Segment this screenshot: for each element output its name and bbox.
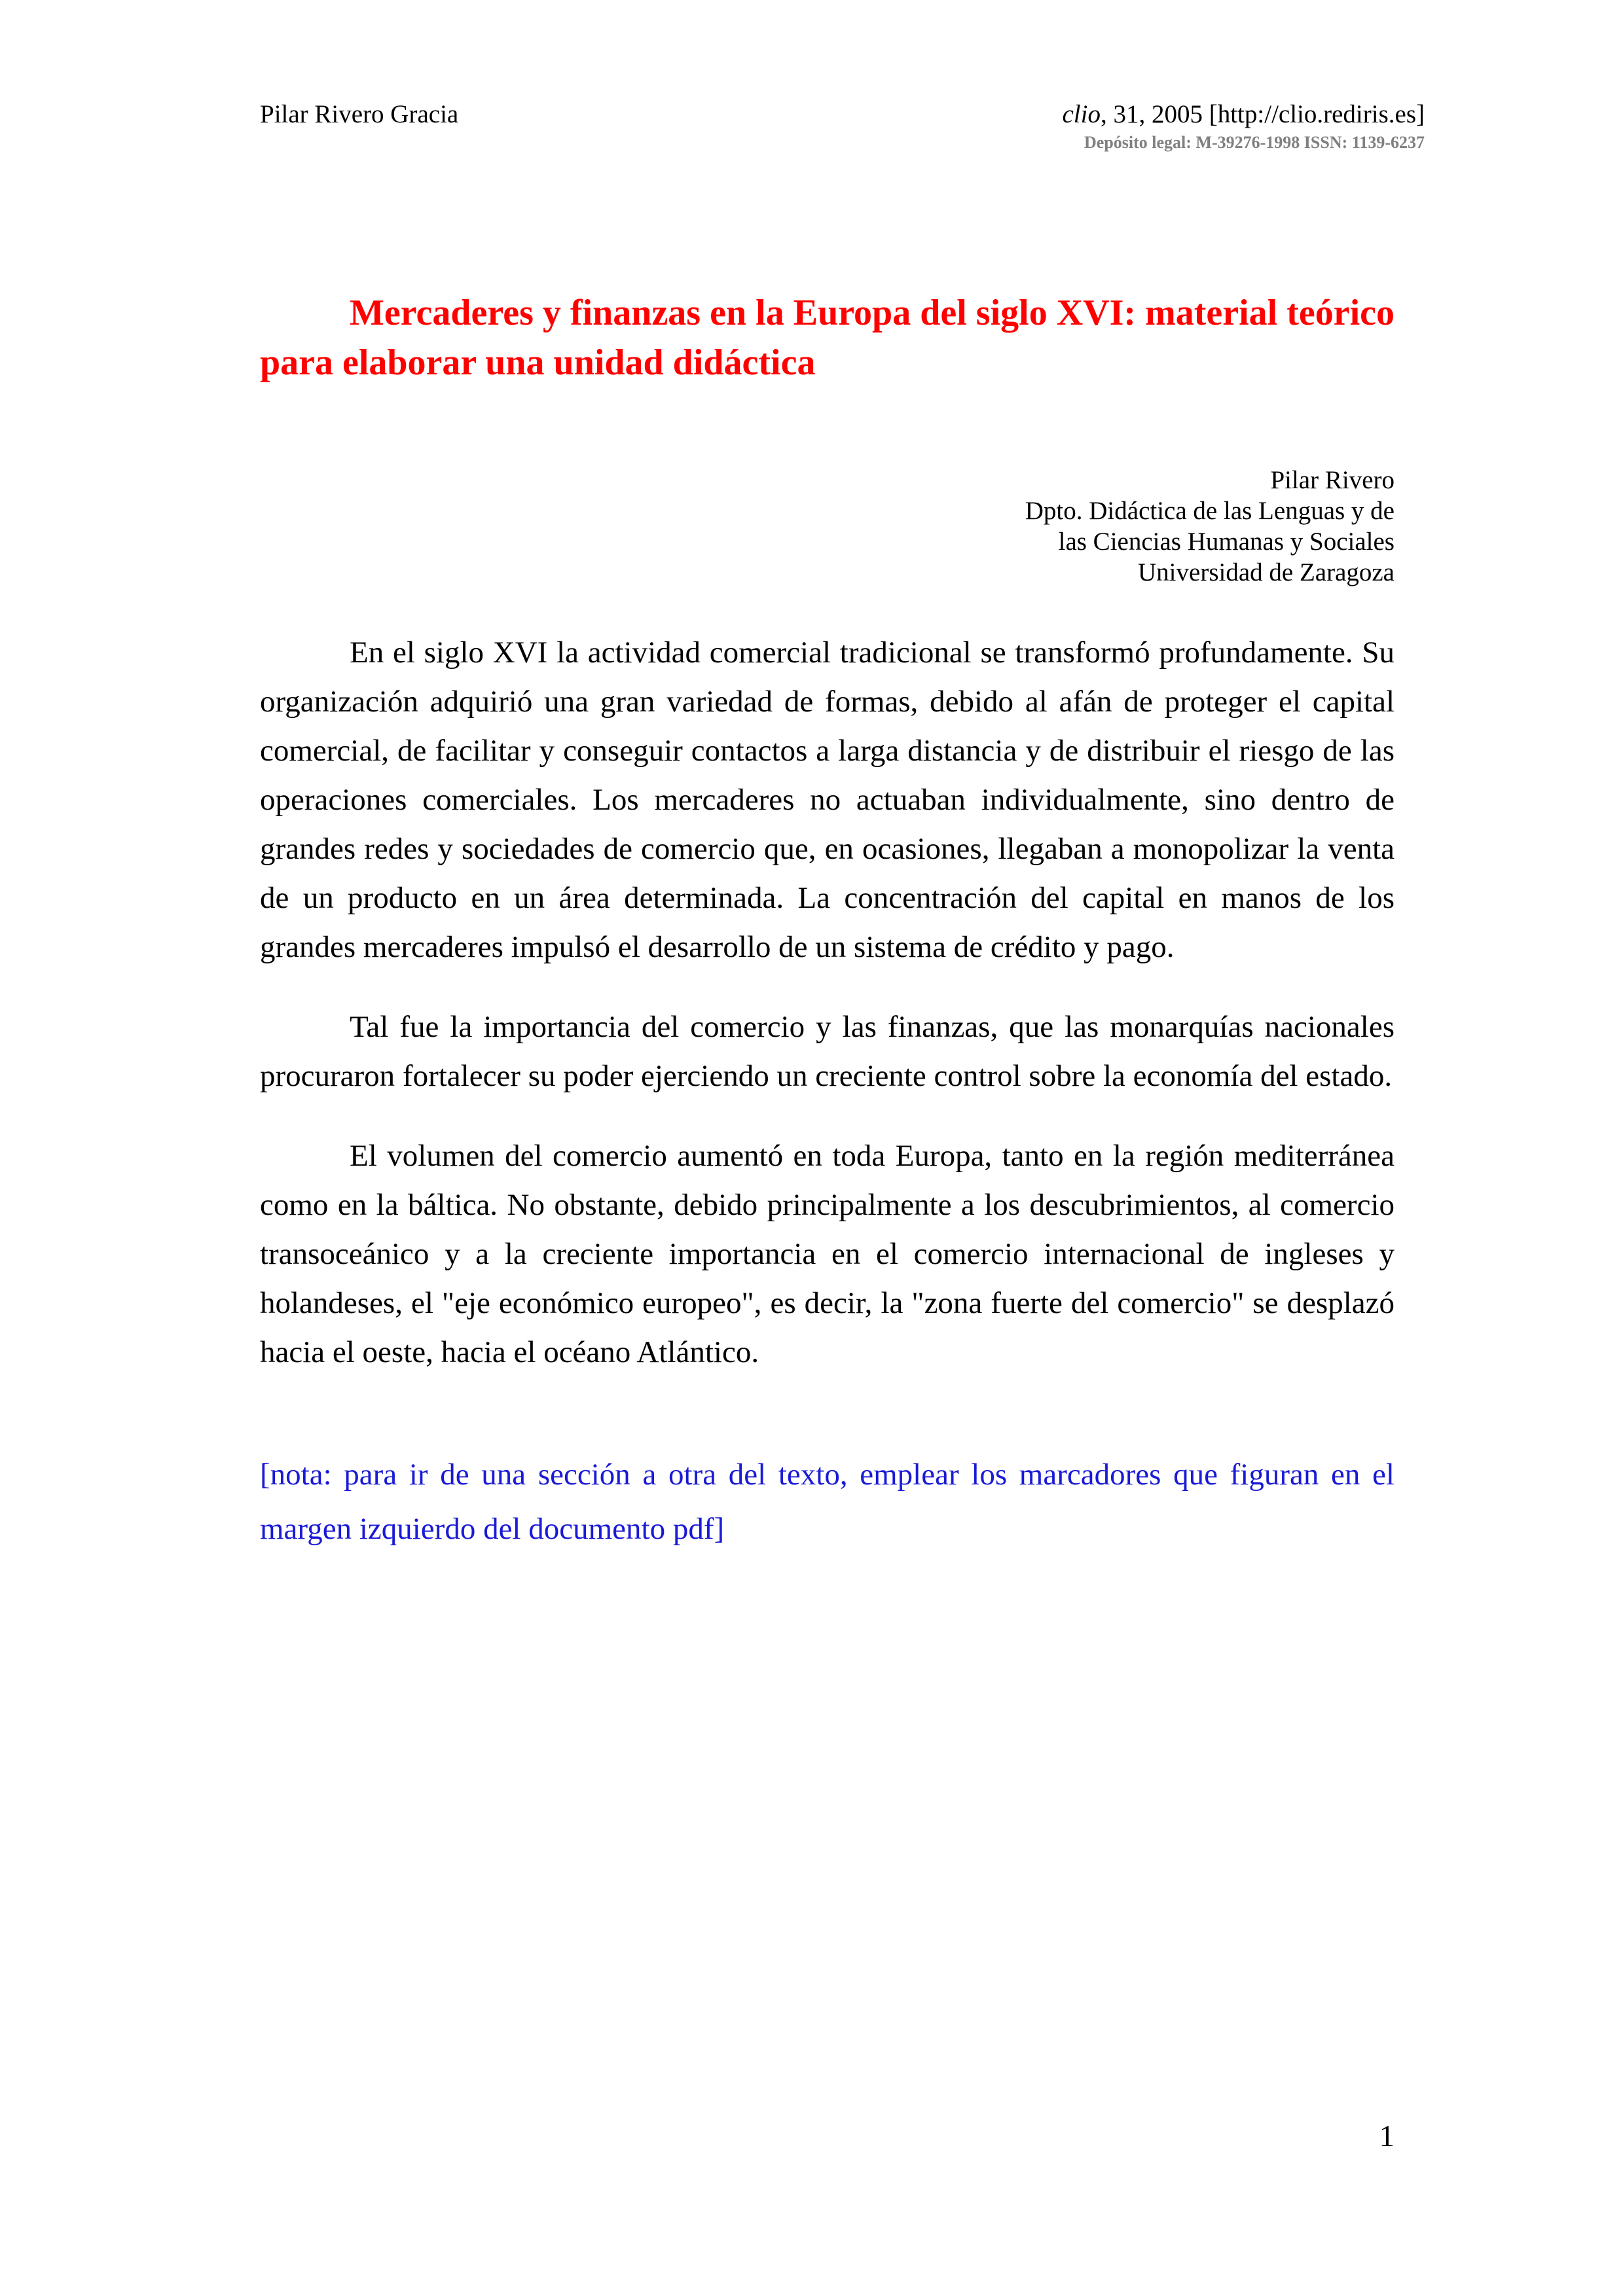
journal-name: clio bbox=[1062, 100, 1101, 128]
article-body bbox=[260, 628, 1395, 1556]
article-title: Mercaderes y finanzas en la Europa del siglo XVI: material teórico para elaborar una unidad didáctica bbox=[260, 293, 1395, 383]
running-header-author: Pilar Rivero Gracia bbox=[260, 100, 459, 128]
university-name: Universidad de Zaragoza bbox=[1138, 558, 1395, 586]
page-number: 1 bbox=[1379, 2119, 1395, 2153]
department-line-2: las Ciencias Humanas y Sociales bbox=[1058, 528, 1395, 556]
citation-details: , 31, 2005 [http://clio.rediris.es] bbox=[1100, 100, 1425, 128]
body-paragraph-3: El volumen del comercio aumentó en toda Europa, tanto en la región mediterránea como en la báltica. No obstante, debido principalmente a los descubrimientos, al comercio transoceánico y a la creciente importancia en el comercio internacional de ingleses y holandeses, el "eje económico europeo", es decir, la "zona fuerte del comercio" se desplazó hacia el oeste, hacia el océano Atlántico. bbox=[260, 1139, 1395, 1369]
body-paragraph-1: En el siglo XVI la actividad comercial tradicional se transformó profundamente. Su organización adquirió una gran variedad de formas, debido al afán de proteger el capital comercial, de facilitar y conseguir contactos a larga distancia y de distribuir el riesgo de las operaciones comerciales. Los mercaderes no actuaban individualmente, sino dentro de grandes redes y sociedades de comercio que, en ocasiones, llegaban a monopolizar la venta de un producto en un área determinada. La concentración del capital en manos de los grandes mercaderes impulsó el desarrollo de un sistema de crédito y pago. bbox=[260, 636, 1395, 964]
running-header-citation bbox=[1063, 99, 1425, 130]
navigation-note: [nota: para ir de una sección a otra del texto, emplear los marcadores que figuran en el margen izquierdo del documento pdf] bbox=[260, 1458, 1395, 1546]
author-name: Pilar Rivero bbox=[1270, 466, 1395, 494]
legal-deposit-line: Depósito legal: M-39276-1998 ISSN: 1139-6237 bbox=[1084, 133, 1425, 152]
author-affiliation bbox=[1025, 465, 1395, 588]
department-line-1: Dpto. Didáctica de las Lenguas y de bbox=[1025, 497, 1395, 525]
body-paragraph-2: Tal fue la importancia del comercio y las finanzas, que las monarquías nacionales procuraron fortalecer su poder ejerciendo un creciente control sobre la economía del estado. bbox=[260, 1010, 1395, 1093]
